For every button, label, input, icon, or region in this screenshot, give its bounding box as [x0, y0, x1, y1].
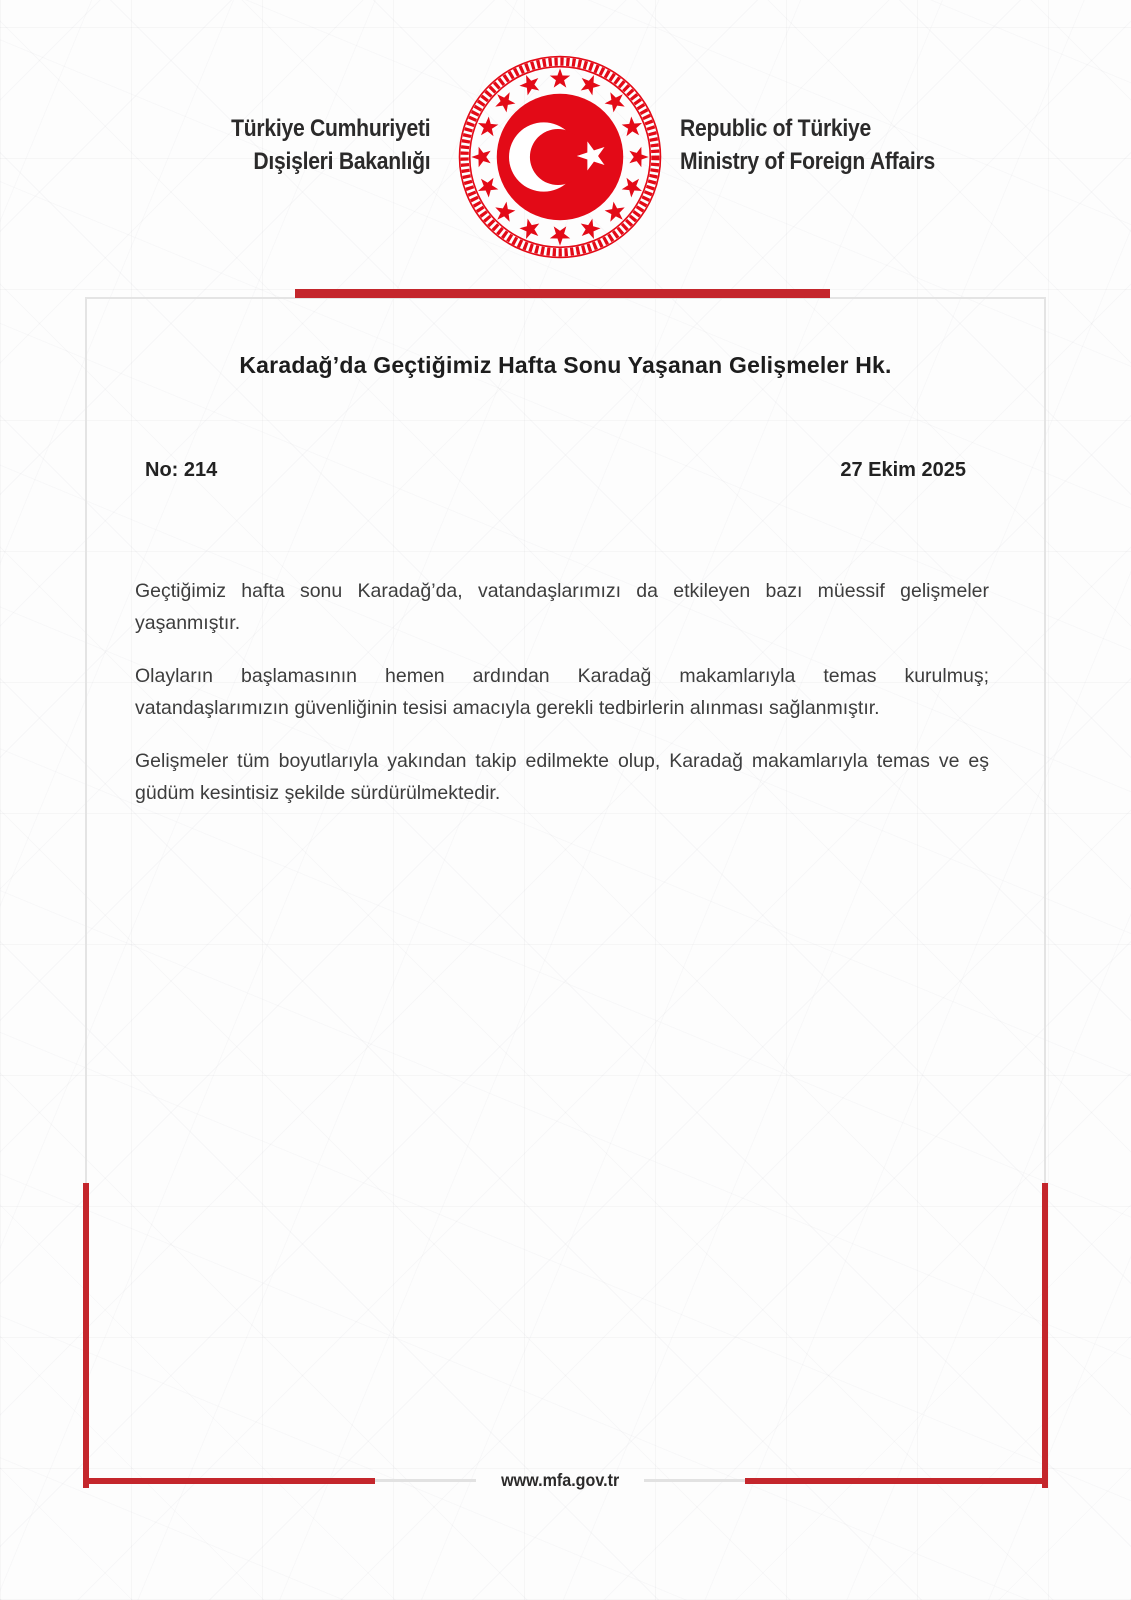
footer-gray-segment-right — [644, 1479, 745, 1482]
org-name-english — [680, 112, 935, 178]
paragraph: Gelişmeler tüm boyutlarıyla yakından takip edilmekte olup, Karadağ makamlarıyla temas ve eş güdüm kesintisiz şekilde sürdürülmektedir. — [135, 750, 989, 804]
footer-website: www.mfa.gov.tr — [500, 1470, 620, 1490]
document-number: No: 214 — [145, 459, 218, 481]
document-body — [135, 575, 989, 830]
corner-bracket-left — [83, 1183, 89, 1488]
document-title: Karadağ’da Geçtiğimiz Hafta Sonu Yaşanan Gelişmeler Hk. — [239, 352, 892, 378]
org-name-en-line1: Republic of Türkiye — [680, 115, 871, 142]
paragraph: Olayların başlamasının hemen ardından Karadağ makamlarıyla temas kurulmuş; vatandaşlarımızın güvenliğinin tesisi amacıyla gerekli tedbirlerin alınması sağlanmıştır. — [135, 665, 989, 719]
corner-bracket-right — [1042, 1183, 1048, 1488]
footer-gray-segment-left — [375, 1479, 476, 1482]
paragraph: Geçtiğimiz hafta sonu Karadağ’da, vatandaşlarımızı da etkileyen bazı müessif gelişmeler yaşanmıştır. — [135, 580, 989, 634]
footer-red-segment-left — [85, 1478, 375, 1484]
document-meta-row — [145, 459, 966, 482]
frame-right-line — [1044, 297, 1046, 1183]
org-name-tr-line1: Türkiye Cumhuriyeti — [230, 115, 430, 142]
header-red-bar — [295, 289, 830, 298]
mfa-emblem-icon — [458, 55, 662, 259]
frame-left-line — [85, 297, 87, 1183]
footer-red-segment-right — [745, 1478, 1046, 1484]
org-name-en-line2: Ministry of Foreign Affairs — [680, 148, 935, 175]
org-name-tr-line2: Dışişleri Bakanlığı — [253, 148, 430, 175]
org-name-turkish — [231, 112, 430, 178]
footer-rule — [85, 1470, 1046, 1491]
document-date: 27 Ekim 2025 — [840, 459, 966, 481]
document-frame — [85, 297, 1046, 1488]
